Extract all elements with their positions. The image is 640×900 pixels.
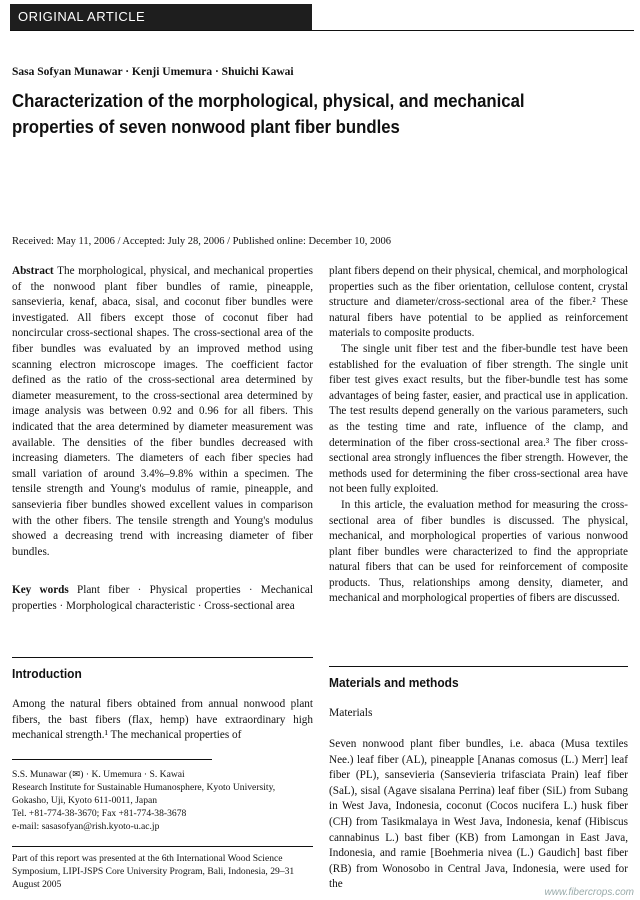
- abstract-text: The morphological, physical, and mechanical properties of the nonwood plant fiber bundles of ramie, pineapple, sansevieria, kenaf, abaca, sisal, and coconut fiber bundles were investigated. All fibers except those of coconut fiber had noncircular cross-sectional shapes. The cross-sectional area of the fiber bundles was evaluated by an improved method using scanning electron microscope images. The coefficient factor defined as the ratio of the cross-sectional area determined by diameter measurement, to the cross-sectional area determined by image analysis was between 0.92 and 0.96 for all fibers. This indicated that the area determined by diameter measurement was available. The densities of the fiber bundles decreased with increasing diameters. The diameters of each fiber species had small variation of around 3.4%–9.8% within a specimen. The tensile strength and Young's modulus of ramie, pineapple, and sansevieria fiber bundles showed excellent values in comparison with the other fibers. The tensile strength and Young's modulus showed a decreasing trend with increasing diameter of fiber bundles.: [12, 265, 313, 558]
- article-type-banner: ORIGINAL ARTICLE: [10, 4, 312, 30]
- introduction-paragraph: Among the natural fibers obtained from annual nonwood plant fibers, the bast fibers (flax, hemp) have extraordinary high mechanical strength.¹ The mechanical properties of: [12, 698, 313, 742]
- abstract-block: [12, 264, 313, 560]
- materials-subheading: Materials: [329, 707, 373, 719]
- methods-rule: [329, 666, 628, 667]
- header-rule: [10, 30, 634, 31]
- materials-paragraph: Seven nonwood plant fiber bundles, i.e. abaca (Musa textiles Nee.) leaf fiber (AL), pineapple [Ananas comosus (L.) Merr] leaf fiber (PL), sansevieria (Sansevieria trifasciata Prain) leaf fiber (SaL), sisal (Agave sisalana Perrina) leaf fiber (SiL) from Subang in West Java, Indonesia, coconut (Cocos nucifera L.) husk fiber (CH) from Tasikmalaya in West Java, Indonesia, kenaf (Hibiscus cannabinus L.) bast fiber (KB) from Lamongan in East Java, Indonesia, and ramie [Boehmeria nivea (L.) Gaudich] bast fiber (RB) from Wonosobo in Central Java, Indonesia, were used for the: [329, 738, 628, 891]
- affiliation-institute: Research Institute for Sustainable Humanosphere, Kyoto University, Gokasho, Uji, Kyoto 611-0011, Japan: [12, 782, 276, 806]
- presentation-footnote: Part of this report was presented at the 6th International Wood Science Symposium, LIPI-JSPS Core University Program, Bali, Indonesia, 29–31 August 2005: [12, 853, 295, 890]
- affiliation-block: [12, 768, 313, 833]
- introduction-rule: [12, 657, 313, 658]
- materials-methods-heading: Materials and methods: [329, 675, 459, 690]
- affiliation-rule: [12, 759, 212, 760]
- keywords-label: Key words: [12, 584, 69, 596]
- affiliation-contact: Tel. +81-774-38-3670; Fax +81-774-38-3678: [12, 808, 187, 819]
- abstract-label: Abstract: [12, 265, 54, 277]
- keywords-text: Plant fiber · Physical properties · Mechanical properties · Morphological characteristic · Cross-sectional area: [12, 584, 313, 612]
- affiliation-names: S.S. Munawar (✉) · K. Umemura · S. Kawai: [12, 769, 185, 780]
- intro-paragraph-3: In this article, the evaluation method for measuring the cross-sectional area of fiber bundles is discussed. The physical, mechanical, and morphological properties of various nonwood plant fiber bundles were characterized to find the appropriate natural fibers that can be used for reinforcement of composite products. Thus, relationships among density, diameter, and mechanical and morphological properties of fibers are discussed.: [329, 498, 628, 605]
- introduction-text: [12, 697, 313, 744]
- affiliation-email: e-mail: sasasofyan@rish.kyoto-u.ac.jp: [12, 821, 160, 832]
- keywords-block: [12, 583, 313, 614]
- publication-dates: Received: May 11, 2006 / Accepted: July 28, 2006 / Published online: December 10, 2006: [12, 236, 391, 247]
- intro-paragraph-1: plant fibers depend on their physical, chemical, and morphological properties such as the fiber orientation, cellulose content, crystal structure and diameter/cross-sectional area of the fiber.² These natural fibers have potential to be applied as reinforcement materials to composite products.: [329, 265, 628, 340]
- author-list: Sasa Sofyan Munawar · Kenji Umemura · Shuichi Kawai: [12, 66, 294, 78]
- intro-continuation: [329, 264, 628, 607]
- article-title: Characterization of the morphological, physical, and mechanical properties of seven nonwood plant fiber bundles: [12, 91, 525, 137]
- footnote-rule: [12, 846, 313, 847]
- intro-paragraph-2: The single unit fiber test and the fiber-bundle test have been established for the evaluation of fiber strength. The single unit fiber test gives exact results, but the fiber-bundle test has some advantages of being faster, easier, and practical use in application. The test results depend generally on the various parameters, such as the testing time and rate, influence of the clamp, and determination of the fiber cross-sectional area.³ The fiber cross-sectional area strongly influences the fiber strength. However, the methods used for determining the fiber cross-sectional area have not been fully exploited.: [329, 342, 628, 496]
- introduction-heading: Introduction: [12, 666, 82, 681]
- materials-text: [329, 737, 628, 893]
- site-watermark: www.fibercrops.com: [544, 887, 634, 898]
